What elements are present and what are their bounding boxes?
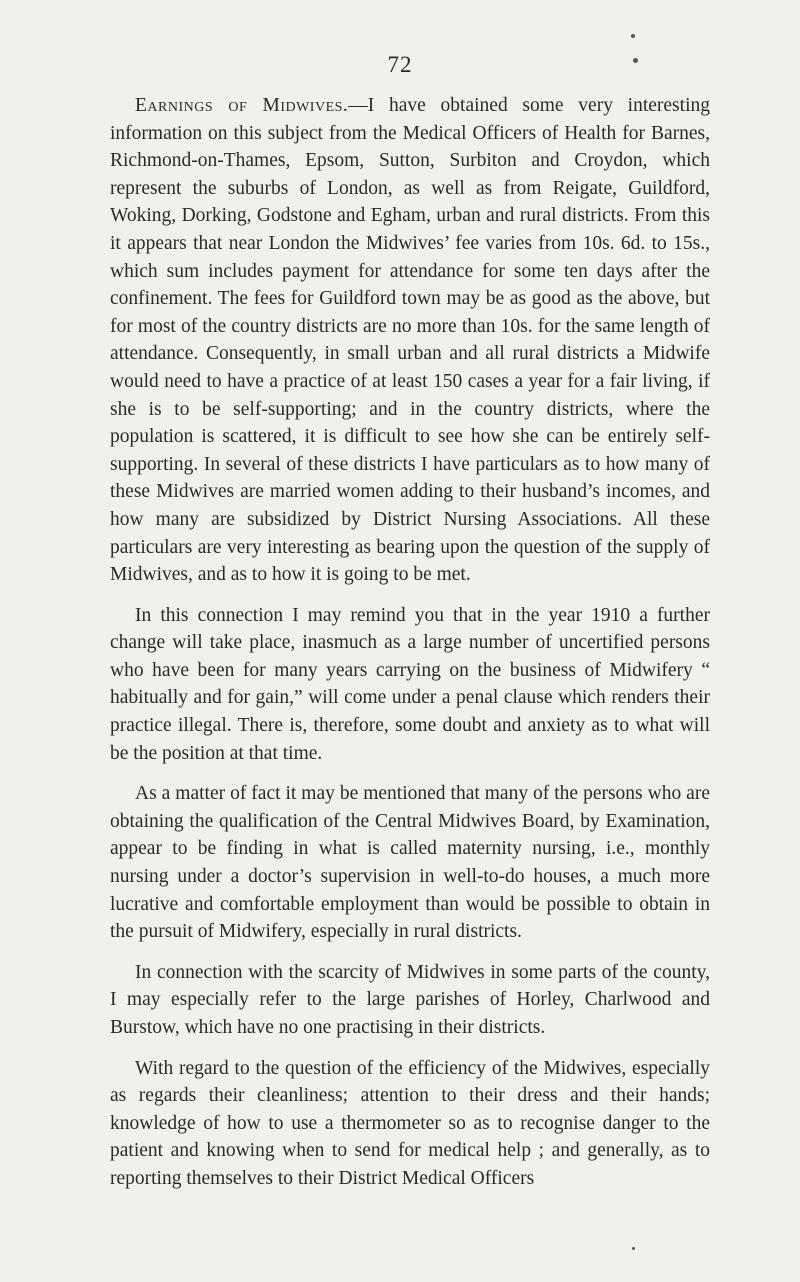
section-heading: Earnings of Midwives. xyxy=(135,95,349,116)
paragraph-text: —I have obtained some very interesting information on this subject from the Medical Officers of Health for Barnes, Richmond-on-Thames, Epsom, Sutton, Surbiton and Croydon, which represent the suburbs of London, as well as from Reigate, Guildford, Woking, Dorking, Godstone and Egham, urban and rural districts. From this it appears that near London the Midwives’ fee varies from 10s. 6d. to 15s., which sum includes payment for attendance for some ten days after the confinement. The fees for Guildford town may be as good as the above, but for most of the country districts are no more than 10s. for the same length of attendance. Consequently, in small urban and all rural districts a Midwife would need to have a practice of at least 150 cases a year for a fair living, if she is to be self-supporting; and in the country districts, where the population is scattered, it is difficult to see how she can be entirely self-supporting. In several of these districts I have particulars as to how many of these Midwives are married women adding to their husband’s incomes, and how many are subsidized by District Nursing Associations. All these particulars are very interesting as bearing upon the question of the supply of Midwives, and as to how it is going to be met. xyxy=(110,95,710,586)
paragraph-uncertified-persons: In this connection I may remind you that in the year 1910 a further change will take place, inasmuch as a large number of uncertified persons who have been for many years carrying on the business of Midwifery “ habitually and for gain,” will come under a penal clause which renders their practice illegal. There is, therefore, some doubt and anxiety as to what will be the position at that time. xyxy=(110,604,710,764)
paragraph-efficiency-of-midwives: With regard to the question of the efficiency of the Midwives, especially as regards their cleanliness; attention to their dress and their hands; knowledge of how to use a thermometer so as to recognise danger to the patient and knowing when to send for medical help ; and generally, as to reporting themselves to their District Medical Officers xyxy=(110,1057,710,1189)
paragraph-maternity-nursing: As a matter of fact it may be mentioned that many of the persons who are obtaining the qualification of the Central Midwives Board, by Examination, appear to be finding in what is called maternity nursing, i.e., monthly nursing under a doctor’s supervision in well-to-do houses, a much more lucrative and comfortable employment than would be possible to obtain in the pursuit of Midwifery, especially in rural districts. xyxy=(110,783,710,943)
paragraph-scarcity-of-midwives: In connection with the scarcity of Midwives in some parts of the county, I may especially refer to the large parishes of Horley, Charlwood and Burstow, which have no one practising in their districts. xyxy=(110,961,710,1038)
paragraph-earnings-of-midwives xyxy=(110,92,710,589)
body-text xyxy=(110,92,710,1206)
print-speck xyxy=(631,34,635,38)
page-number: 72 xyxy=(387,52,413,77)
print-speck xyxy=(632,1247,635,1250)
